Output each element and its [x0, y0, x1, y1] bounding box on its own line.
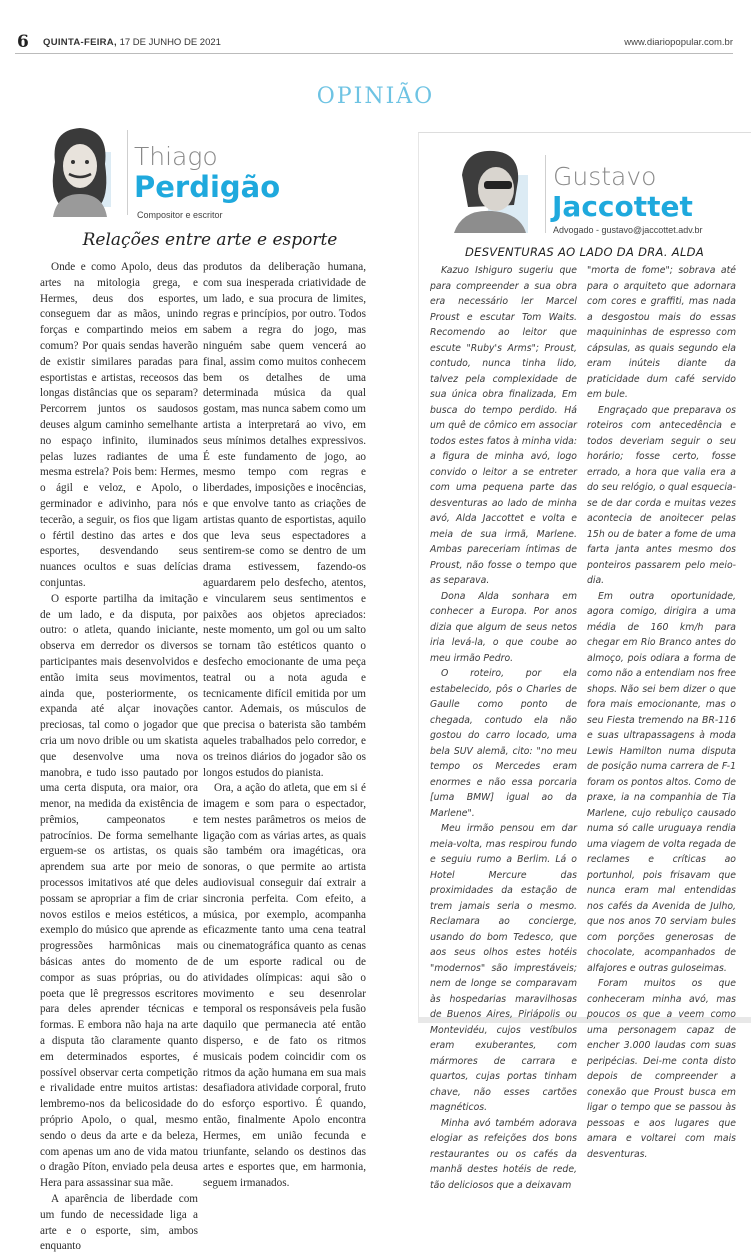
page-number: 6 [17, 32, 29, 52]
author-first-name: Gustavo [553, 162, 657, 191]
byline-divider [545, 155, 546, 233]
paragraph: Onde e como Apolo, deus das artes na mitologia grega, e Hermes, deus dos esportes, conseguem dar as mãos, unindo forças e compartindo meios em comum? Por quais sendas haverão de existir similares paradas para esportistas e artistas, receosos das longas distâncias que os separam? Percorrem juntos os saudosos deuses algum caminho semelhante no espaço infinito, iluminados pelas luzes radiantes de uma mesma estrela? Pois bem: Hermes, o ágil e veloz, e Apolo, o germinador e adivinho, para nós tecerão, a seguir, os fios que ligam o fértil destino das artes e dos esportes, desvendando seus nuances ocultos e suas delícias conjuntas. [40, 261, 198, 589]
paragraph: A aparência de liberdade com um fundo de necessidade liga a arte e o esporte, sim, ambos enquanto [40, 1193, 198, 1253]
paragraph: "morta de fome"; sobrava até para o arquiteto que adornara com cores e graffiti, mas nada a desgostou mais do essas maquininhas de espresso com cápsulas, as quais segundo ela eram inúteis diante da praticidade dum café servido em bule. [587, 265, 736, 400]
weekday: QUINTA-FEIRA, [43, 37, 117, 48]
portrait-illustration-icon [448, 145, 538, 233]
paragraph: Engraçado que preparava os roteiros com antecedência e todos deveriam seguir o seu horário; fosse certo, fosse errado, a hora que valia era a do seu relógio, o qual esquecia-se de dar corda e muitas vezes acontecia de anoitecer pelas 15h ou de bater a fome de uma farta janta antes mesmo dos ponteiros passarem pelo meio-dia. [587, 404, 736, 586]
paragraph: O roteiro, por ela estabelecido, pôs o Charles de Gaulle como ponto de chegada, contudo ela não gostou do carro locado, uma bela SUV alemã, cito: "no meu tempo os Mercedes eram enormes e não essa porcaria [uma BMW] igual ao da Marlene". [430, 668, 577, 819]
article2-column-1 [430, 263, 577, 1193]
portrait-illustration-icon [35, 122, 125, 217]
author-role: Advogado - gustavo@jaccottet.adv.br [553, 225, 703, 235]
paragraph: Ora, a ação do atleta, que em si é imagem e som para o espectador, tem nestes parâmetros os meios de ligação com as várias artes, as quais são também ora imagéticas, ora sonoras, o que permite ao artista audiovisual conseguir daí extrair a sincronia perfeita. Com efeito, a música, por exemplo, acompanha eficazmente tanto uma cena teatral ou cinematográfica quanto as cenas de um esporte radical ou de atividades olímpicas: aqui são o movimento e seu desenrolar temporal os responsáveis pela fusão daquilo que permanecia até então disperso, e de fato os ritmos musicais podem coincidir com os ritmos da ação humana em sua mais desafiadora atividade corporal, fruto do esforço esportivo. É quando, então, finalmente Apolo encontra Hermes, em união fecunda e triunfante, selando os destinos das artes e esportes que, em harmonia, seguem irmanados. [203, 782, 366, 1190]
article2-column-2 [587, 263, 736, 1162]
article-title: Relações entre arte e esporte [82, 230, 338, 250]
article1-column-1 [40, 260, 198, 1255]
article-title: DESVENTURAS AO LADO DA DRA. ALDA [464, 245, 705, 259]
author-first-name: Thiago [134, 142, 218, 171]
byline-divider [127, 130, 128, 215]
paragraph: Minha avó também adorava elogiar as refeições dos bons restaurantes ou os cafés da manhã destes hotéis de rede, tão deliciosos que a deixavam [430, 1117, 577, 1191]
author-last-name: Perdigão [134, 170, 281, 204]
paragraph: Foram muitos os que conheceram minha avó, mas poucos os que a veem como uma personagem capaz de encher 3.000 laudas com suas peripécias. Dei-me conta disto depois de compreender a conexão que Proust busca em ligar o tempo que se passou às pessoas e aos lugares que amara e voltarei com mais desventuras. [587, 978, 736, 1160]
paragraph: Meu irmão pensou em dar meia-volta, mas respirou fundo e seguiu rumo a Berlim. Lá o Hotel Mercure das proximidades da estação de trem jamais seria o mesmo. Reclamara ao concierge, usando do bom Tedesco, que aos seus olhos estes hotéis "modernos" são imprestáveis; nem de longe se comparavam às hospedarias maravilhosas de Buenos Aires, Piriápolis ou Montevidéu, cujos vestíbulos eram exuberantes, com mármores de carrara e quartos, cujas portas tinham chave, não esses cartões magnéticos. [430, 823, 577, 1113]
section-title: OPINIÃO [316, 84, 435, 109]
page-header [15, 32, 733, 54]
date: 17 DE JUNHO DE 2021 [119, 37, 221, 48]
article1-column-2 [203, 260, 366, 1192]
paragraph: Em outra oportunidade, agora comigo, dirigira a uma média de 160 km/h para chegar em Rio Branco antes do almoço, pois odiara a forma de como não a entendiam nos free shops. Não sei bem dizer o que fora mais emocionante, mas o seu Fiesta tremendo na BR-116 e suas ultrapassagens à moda Lewis Hamilton numa disputa de posição numa carrera de F-1 foram os pontos altos. Como de praxe, ia na companhia de Tia Marlene, cujo rebuliço causado numa só calle uruguaya rendia uma viagem de volta regada de reclames e críticas ao portunhol, pois frisavam que nunca eram mal entendidas nos cafés da Avenida de Julho, que nos anos 70 serviam bules com porções generosas de chocolate, acompanhados de alfajores e outras guloseimas. [587, 590, 736, 974]
author-portrait-gustavo [448, 145, 538, 233]
paragraph: Kazuo Ishiguro sugeriu que para compreender a sua obra era necessário ler Marcel Proust e escutar Tom Waits. Recomendo ao leitor que escute "Ruby's Arms"; Proust, contudo, nunca tinha lido, talvez pela complexidade de sua única obra finalizada, Em busca do tempo perdido. Há um quê de cômico em associar todos estes fatos à minha vida: a figura de minha avó, logo convido o leitor a se entreter com uma pequena parte das desventuras ao lado de minha avó, Alda Jaccottet e volta e meia de sua irmã, Marlene. Ambas pareceriam íntimas de Proust, não fosse o tempo que as separava. [430, 265, 577, 586]
website-link[interactable]: www.diariopopular.com.br [624, 37, 733, 48]
author-last-name: Jaccottet [552, 190, 693, 223]
author-role: Compositor e escritor [137, 210, 223, 220]
paragraph: produtos da deliberação humana, com sua inesperada criatividade de um lado, e sua procura de limites, regras e princípios, por outro. Todos sabem a regra do jogo, mas ninguém sabe quem vencerá ao final, assim como muitos conhecem bem os detalhes de uma determinada música da qual gostam, mas nunca sabem como um artista a interpretará ao vivo, em seus mínimos detalhes expressivos. É este fundamento de jogo, ao mesmo tempo com regras e liberdades, imposições e inocências, e que envolve tanto as criações de artistas quanto de esportistas, aquilo que leva seus espectadores a sentirem-se como se dentro de um drama estivessem, fazendo-os aguardarem pelo desfecho, atentos, e vincularem seus sentimentos e paixões aos objetos apreciados: neste momento, um gol ou um salto se tornam tão estéticos quanto o desfecho emocionante de uma peça teatral ou a nota aguda e tecnicamente difícil emitida por um cantor. Ademais, os músculos de que precisa o baterista são também aqueles trabalhados pelo corredor, e os treinos diários do jogador são os longos estudos do pianista. [203, 261, 366, 779]
paragraph: Dona Alda sonhara em conhecer a Europa. Por anos dizia que algum de seus netos iria levá-la, o que coube ao meu irmão Pedro. [430, 590, 577, 664]
dateline [43, 37, 221, 48]
paragraph: O esporte partilha da imitação de um lado, e da disputa, por outro: o atleta, quando iniciante, observa em derredor os diversos participantes mais desenvolvidos e então imita seus movimentos, ainda que, posteriormente, os expanda até alçar inovações preciosas, tal como o jogador que cria um novo drible ou um skatista que desenvolve uma nova manobra, e tudo isso pautado por uma certa disputa, ora maior, ora menor, na medida da existência de prêmios, campeonatos e patrocínios. De forma semelhante erguem-se os artistas, os quais aprendem sua arte por meio de processos imitativos até que deles possam se apropriar a fim de criar novos estilos e meios estéticos, a exemplo do músico que aprende as progressões harmônicas mais básicas antes do momento de compor as suas próprias, ou do poeta que lê pregressos escritores para deles aprender técnicas e formas. E embora não haja na arte a disputa tão claramente quanto em determinados esportes, é possível observar certa competição e rivalidade entre muitos artistas: lembremo-nos da belicosidade do próprio Apolo, o qual, mesmo sendo o deus da arte e da beleza, com apenas um ano de vida matou o dragão Píton, enviado pela deusa Hera para assassinar sua mãe. [40, 592, 198, 1190]
author-portrait-thiago [35, 122, 125, 217]
